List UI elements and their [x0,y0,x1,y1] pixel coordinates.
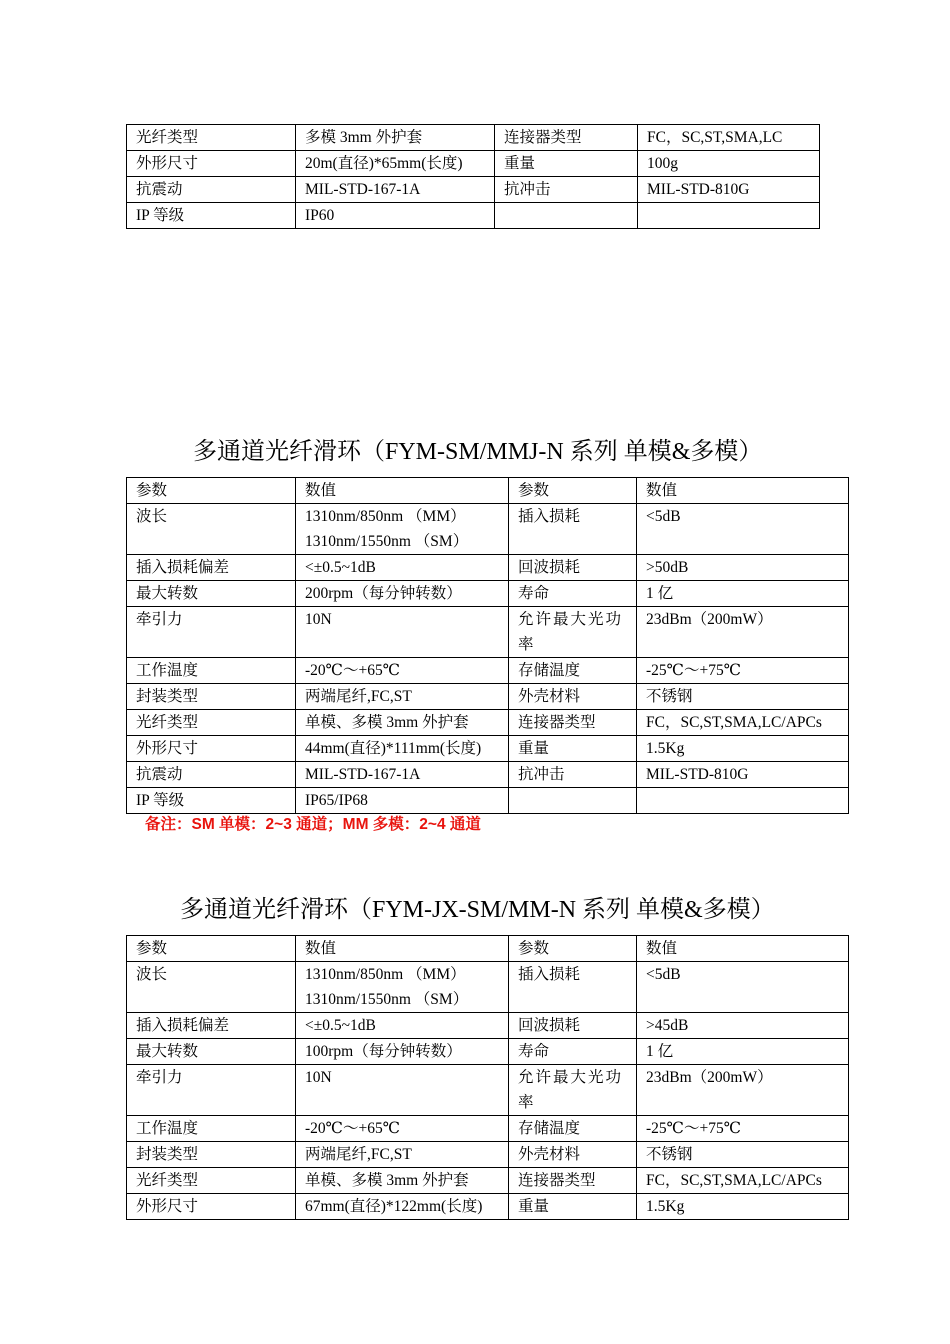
header-cell: 参数 [509,936,637,962]
param-cell: IP 等级 [127,788,296,814]
param-cell: 连接器类型 [509,1168,637,1194]
param-cell: 外形尺寸 [127,1194,296,1220]
param-cell: 外形尺寸 [127,736,296,762]
param-cell: 重量 [509,1194,637,1220]
value-cell: >50dB [637,555,849,581]
spec-table-1 [126,124,820,229]
table-row [127,762,849,788]
param-cell: 插入损耗 [509,504,637,555]
table-row [127,1116,849,1142]
value-cell: FC，SC,ST,SMA,LC [638,125,820,151]
param-cell: 抗冲击 [495,177,638,203]
param-cell: 波长 [127,504,296,555]
value-cell: 1 亿 [637,1039,849,1065]
value-cell: -25℃～+75℃ [637,658,849,684]
table-row [127,710,849,736]
value-cell: 两端尾纤,FC,ST [296,684,509,710]
param-cell: 回波损耗 [509,555,637,581]
value-cell: 200rpm（每分钟转数） [296,581,509,607]
value-cell: <±0.5~1dB [296,555,509,581]
value-cell: 多模 3mm 外护套 [296,125,495,151]
value-cell: 44mm(直径)*111mm(长度) [296,736,509,762]
table-row [127,684,849,710]
param-cell: 抗冲击 [509,762,637,788]
param-cell: 牵引力 [127,607,296,658]
value-cell: 不锈钢 [637,1142,849,1168]
table-row [127,736,849,762]
value-cell: 67mm(直径)*122mm(长度) [296,1194,509,1220]
section-title-2: 多通道光纤滑环（FYM-SM/MMJ-N 系列 单模&多模） [193,439,763,465]
value-cell: 10N [296,607,509,658]
value-line: 1310nm/1550nm （SM） [305,533,469,550]
param-cell: 插入损耗 [509,962,637,1013]
param-cell: IP 等级 [127,203,296,229]
value-cell: MIL-STD-810G [638,177,820,203]
value-cell: 100g [638,151,820,177]
param-cell: 封装类型 [127,1142,296,1168]
spec-table-3 [126,935,849,1220]
param-cell: 牵引力 [127,1065,296,1116]
table-row [127,555,849,581]
value-cell: <±0.5~1dB [296,1013,509,1039]
table-row [127,125,820,151]
table-row [127,504,849,555]
value-cell: 1.5Kg [637,1194,849,1220]
value-cell: 1 亿 [637,581,849,607]
value-cell [296,962,509,1013]
table-row [127,151,820,177]
table-row [127,203,820,229]
table-row [127,177,820,203]
header-cell: 数值 [637,478,849,504]
section-title-3: 多通道光纤滑环（FYM-JX-SM/MM-N 系列 单模&多模） [180,897,775,923]
param-cell [495,203,638,229]
header-cell: 数值 [296,478,509,504]
table-row [127,658,849,684]
param-cell: 重量 [509,736,637,762]
param-cell: 外壳材料 [509,684,637,710]
header-cell: 数值 [637,936,849,962]
table-row [127,581,849,607]
param-cell: 回波损耗 [509,1013,637,1039]
value-cell: 单模、多模 3mm 外护套 [296,710,509,736]
value-cell: 100rpm（每分钟转数） [296,1039,509,1065]
param-cell [509,788,637,814]
value-cell: IP60 [296,203,495,229]
value-cell: -25℃～+75℃ [637,1116,849,1142]
value-cell [296,504,509,555]
value-cell [638,203,820,229]
param-cell: 工作温度 [127,1116,296,1142]
param-cell: 外形尺寸 [127,151,296,177]
param-cell: 存储温度 [509,1116,637,1142]
value-cell: 23dBm（200mW） [637,607,849,658]
value-cell: 两端尾纤,FC,ST [296,1142,509,1168]
value-cell: <5dB [637,504,849,555]
table-row [127,1013,849,1039]
value-cell: MIL-STD-167-1A [296,177,495,203]
table-row [127,1039,849,1065]
value-cell: MIL-STD-167-1A [296,762,509,788]
channel-note: 备注：SM 单模：2~3 通道；MM 多模：2~4 通道 [145,816,481,833]
value-cell: 20m(直径)*65mm(长度) [296,151,495,177]
table-row [127,607,849,658]
table-row [127,788,849,814]
table-header-row [127,478,849,504]
param-cell: 外壳材料 [509,1142,637,1168]
table-row [127,1194,849,1220]
value-cell: FC，SC,ST,SMA,LC/APCs [637,1168,849,1194]
param-cell: 光纤类型 [127,710,296,736]
value-cell: 单模、多模 3mm 外护套 [296,1168,509,1194]
table-header-row [127,936,849,962]
value-cell: <5dB [637,962,849,1013]
value-cell: IP65/IP68 [296,788,509,814]
table-row [127,1065,849,1116]
header-cell: 参数 [127,478,296,504]
param-cell: 光纤类型 [127,1168,296,1194]
param-cell: 抗震动 [127,177,296,203]
header-cell: 参数 [127,936,296,962]
value-cell: MIL-STD-810G [637,762,849,788]
value-line: 1310nm/850nm （MM） [305,508,466,525]
table-row [127,962,849,1013]
value-cell: -20℃～+65℃ [296,1116,509,1142]
param-cell: 重量 [495,151,638,177]
value-cell: 23dBm（200mW） [637,1065,849,1116]
param-cell: 波长 [127,962,296,1013]
param-cell: 允许最大光功率 [509,607,637,658]
param-cell: 最大转数 [127,581,296,607]
param-cell: 插入损耗偏差 [127,1013,296,1039]
param-cell: 寿命 [509,1039,637,1065]
param-cell: 连接器类型 [495,125,638,151]
value-cell [637,788,849,814]
param-cell: 抗震动 [127,762,296,788]
value-cell: FC，SC,ST,SMA,LC/APCs [637,710,849,736]
param-cell: 工作温度 [127,658,296,684]
param-cell: 允许最大光功率 [509,1065,637,1116]
param-cell: 插入损耗偏差 [127,555,296,581]
value-cell: 不锈钢 [637,684,849,710]
param-cell: 最大转数 [127,1039,296,1065]
value-cell: 1.5Kg [637,736,849,762]
table-row [127,1142,849,1168]
value-cell: 10N [296,1065,509,1116]
param-cell: 连接器类型 [509,710,637,736]
spec-table-2 [126,477,849,814]
value-cell: >45dB [637,1013,849,1039]
value-cell: -20℃～+65℃ [296,658,509,684]
param-cell: 光纤类型 [127,125,296,151]
param-cell: 存储温度 [509,658,637,684]
value-line: 1310nm/1550nm （SM） [305,991,469,1008]
header-cell: 参数 [509,478,637,504]
value-line: 1310nm/850nm （MM） [305,966,466,983]
param-cell: 封装类型 [127,684,296,710]
header-cell: 数值 [296,936,509,962]
table-row [127,1168,849,1194]
param-cell: 寿命 [509,581,637,607]
